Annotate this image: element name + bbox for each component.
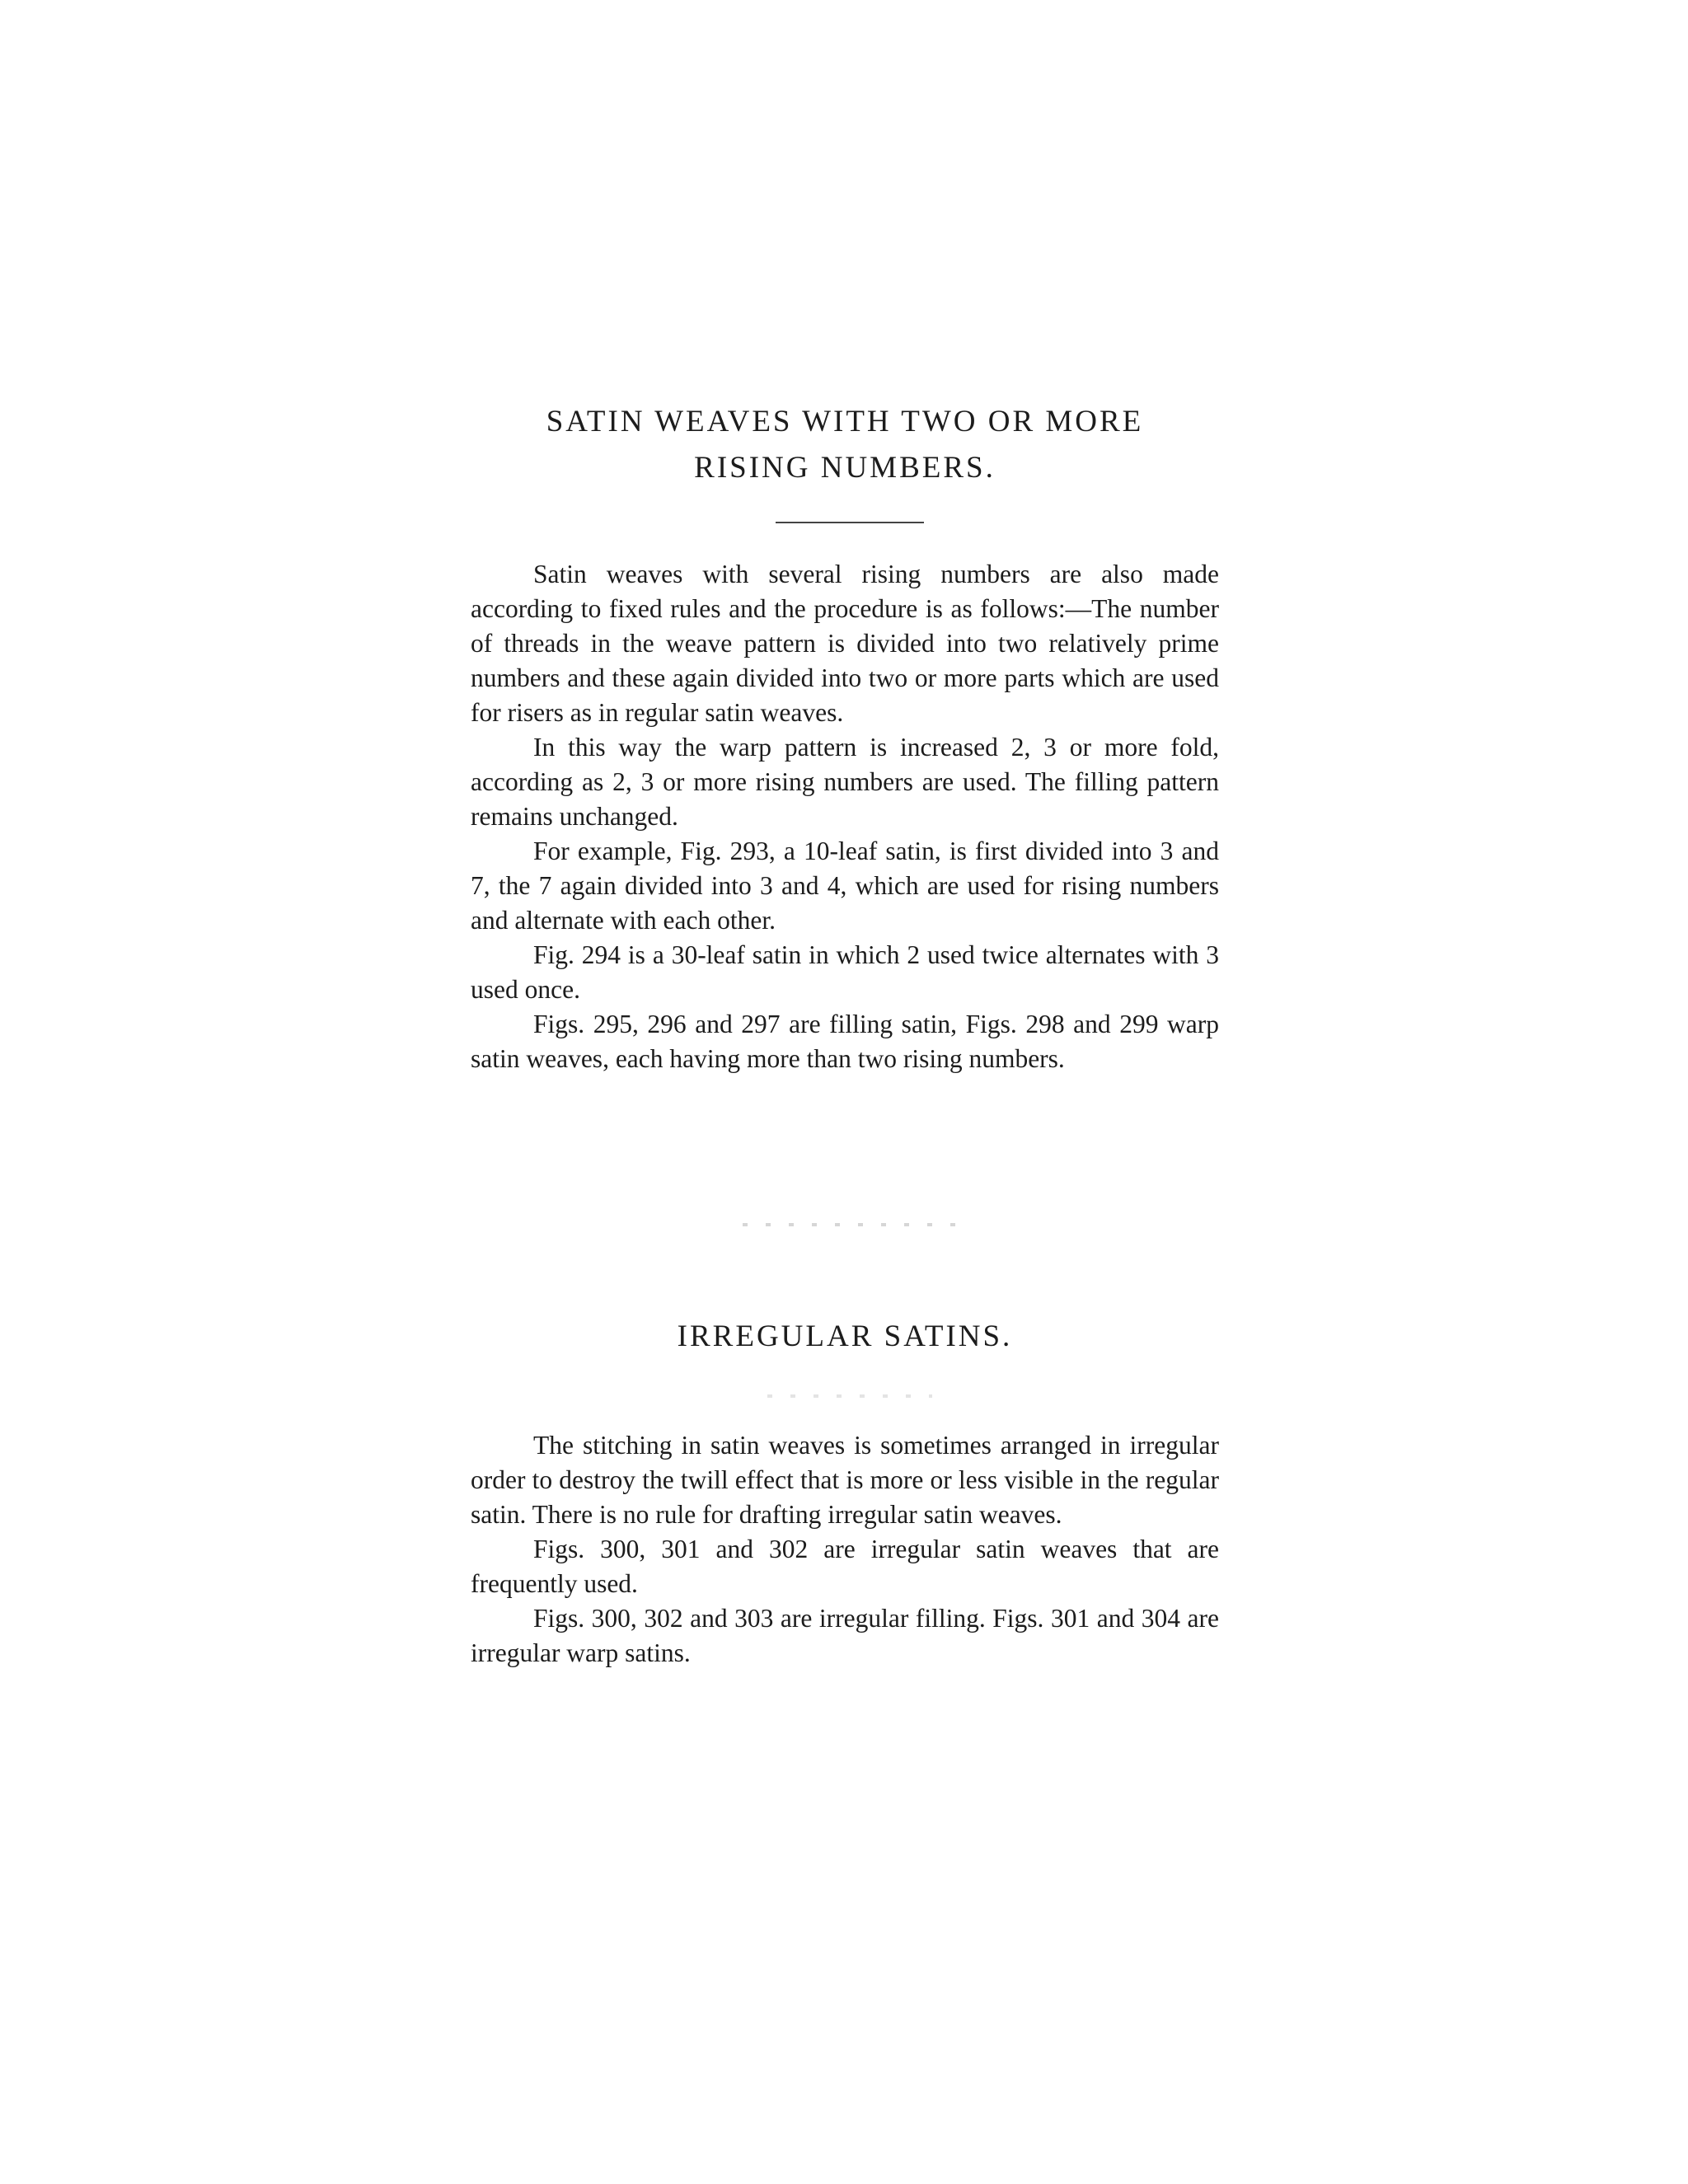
section-title-line-1: SATIN WEAVES WITH TWO OR MORE	[546, 405, 1144, 438]
section-title-irregular-satins: IRREGULAR SATINS.	[677, 1319, 1013, 1353]
paragraph: Figs. 300, 302 and 303 are irregular filling. Figs. 301 and 304 are irregular warp satins.	[471, 1604, 1219, 1667]
paragraph: Figs. 300, 301 and 302 are irregular satin weaves that are frequently used.	[471, 1535, 1219, 1598]
paragraph: Fig. 294 is a 30-leaf satin in which 2 used twice alternates with 3 used once.	[471, 940, 1219, 1004]
section-title-satin-weaves	[471, 399, 1219, 491]
decorative-specks	[743, 1223, 957, 1226]
decorative-specks	[767, 1394, 932, 1398]
section-body-irregular-satins	[471, 1428, 1219, 1671]
section-body-satin-weaves	[471, 557, 1219, 1076]
paragraph: The stitching in satin weaves is sometimes arranged in irregular order to destroy the twill effect that is more or less visible in the regular satin. There is no rule for drafting irregular satin weaves.	[471, 1431, 1219, 1529]
title-divider	[776, 522, 924, 523]
paragraph: For example, Fig. 293, a 10-leaf satin, is first divided into 3 and 7, the 7 again divided into 3 and 4, which are used for rising numbers and alternate with each other.	[471, 837, 1219, 935]
paragraph: Figs. 295, 296 and 297 are filling satin, Figs. 298 and 299 warp satin weaves, each having more than two rising numbers.	[471, 1010, 1219, 1073]
paragraph: In this way the warp pattern is increased 2, 3 or more fold, according as 2, 3 or more rising numbers are used. The filling pattern remains unchanged.	[471, 733, 1219, 831]
paragraph: Satin weaves with several rising numbers are also made according to fixed rules and the procedure is as follows:—The number of threads in the weave pattern is divided into two relatively prime numbers and these again divided into two or more parts which are used for risers as in regular satin weaves.	[471, 560, 1219, 727]
section-title-line-2: RISING NUMBERS.	[694, 451, 996, 485]
